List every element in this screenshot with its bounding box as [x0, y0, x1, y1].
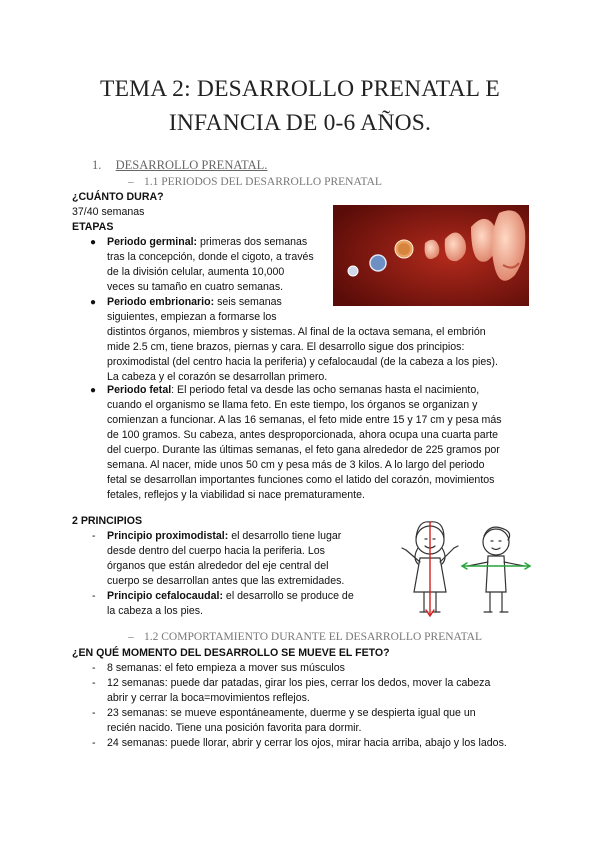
stages-heading: ETAPAS: [72, 221, 114, 233]
movement-item-3-line-2: recién nacido. Tiene una posición favorita para dormir.: [107, 722, 362, 734]
dash-marker: -: [92, 707, 96, 719]
fetal-line-4: de 100 gramos. Su cabeza, antes desproporcionada, ahora ocupa una cuarta parte: [107, 429, 499, 441]
embrionario-text: seis semanas: [214, 296, 282, 308]
bullet-icon: ●: [90, 237, 97, 248]
proximodistal-text: el desarrollo tiene lugar: [228, 530, 342, 542]
movement-item-2-line-1: 12 semanas: puede dar patadas, girar los pies, cerrar los dedos, mover la cabeza: [107, 677, 491, 689]
dash-marker: -: [92, 530, 96, 542]
dash-marker: -: [92, 737, 96, 749]
section-heading: [92, 158, 267, 173]
germinal-line-2: tras la concepción, donde el cigoto, a través: [107, 251, 314, 263]
proximodistal-label: Principio proximodistal:: [107, 530, 229, 542]
embrionario-line-1: [107, 295, 282, 310]
germinal-line-1: [107, 235, 307, 250]
section-number: 1.: [92, 158, 102, 172]
cefalocaudal-text: el desarrollo se produce de: [222, 590, 354, 602]
subsection-heading-1: – 1.1 PERIODOS DEL DESARROLLO PRENATAL: [128, 176, 382, 188]
cefalocaudal-line-2: la cabeza a los pies.: [107, 605, 203, 617]
embrionario-line-5: proximodistal (del centro hacia la periferia) y cefalocaudal (de la cabeza a los pies).: [107, 356, 498, 368]
movement-item-2-line-2: abrir y cerrar la boca=movimientos reflejos.: [107, 692, 310, 704]
duration-value: 37/40 semanas: [72, 206, 145, 218]
embrionario-line-4: mide 2.5 cm, tiene brazos, piernas y cara. El desarrollo sigue dos principios:: [107, 341, 465, 353]
embrionario-label: Periodo embrionario:: [107, 296, 215, 308]
fetal-line-3: comienzan a funcionar. A las 16 semanas, el feto mide entre 15 y 17 cm y pesa más: [107, 414, 502, 426]
germinal-line-3: de la división celular, aumenta 10,000: [107, 266, 285, 278]
embryo-development-image: [333, 205, 529, 306]
fetal-label: Periodo fetal: [107, 384, 172, 396]
cefalocaudal-label: Principio cefalocaudal:: [107, 590, 223, 602]
movement-item-1-line-1: 8 semanas: el feto empieza a mover sus músculos: [107, 662, 345, 674]
movement-item-4-line-1: 24 semanas: puede llorar, abrir y cerrar los ojos, mirar hacia arriba, abajo y los lados.: [107, 737, 507, 749]
proximodistal-line-2: desde dentro del cuerpo hacia la periferia. Los: [107, 545, 325, 557]
fetal-line-8: fetales, reflejos y la viabilidad si nace prematuramente.: [107, 489, 365, 501]
germinal-text: primeras dos semanas: [197, 236, 308, 248]
fetal-line-5: del cuerpo. Durante las últimas semanas, el feto gana alrededor de 225 gramos por: [107, 444, 500, 456]
dash-marker: -: [92, 590, 96, 602]
subsection-label-2: 1.2 COMPORTAMIENTO DURANTE EL DESARROLLO PRENATAL: [144, 631, 482, 643]
embrionario-line-3: distintos órganos, miembros y sistemas. Al final de la octava semana, el embrión: [107, 326, 486, 338]
page-title-line-1: TEMA 2: DESARROLLO PRENATAL E: [100, 76, 500, 102]
bullet-icon: ●: [90, 385, 97, 396]
development-principles-illustration: [392, 518, 532, 622]
proximodistal-line-1: [107, 529, 341, 544]
embrionario-line-2: siguientes, empiezan a formarse los: [107, 311, 277, 323]
germinal-line-4: veces su tamaño en cuatro semanas.: [107, 281, 284, 293]
dash-marker: -: [92, 677, 96, 689]
duration-heading: ¿CUÁNTO DURA?: [72, 191, 164, 203]
fetal-line-6: semana. Al nacer, mide unos 50 cm y pesa más de 3 kilos. A lo largo del periodo: [107, 459, 485, 471]
proximodistal-line-3: órganos que están alrededor del eje central del: [107, 560, 329, 572]
fetal-line-2: cuando el organismo se llama feto. En este tiempo, los órganos se organizan y: [107, 399, 478, 411]
principles-heading: 2 PRINCIPIOS: [72, 515, 143, 527]
proximodistal-line-4: cuerpo se desarrollan antes que las extremidades.: [107, 575, 345, 587]
cefalocaudal-line-1: [107, 589, 354, 604]
fetal-line-7: fetal se desarrollan importantes funciones como el latido del corazón, movimientos: [107, 474, 495, 486]
subsection-label-1: 1.1 PERIODOS DEL DESARROLLO PRENATAL: [144, 176, 382, 188]
page-title-line-2: INFANCIA DE 0-6 AÑOS.: [168, 110, 432, 136]
germinal-label: Periodo germinal:: [107, 236, 198, 248]
fetal-line-1: [107, 383, 479, 398]
movement-heading: ¿EN QUÉ MOMENTO DEL DESARROLLO SE MUEVE EL FETO?: [72, 647, 390, 659]
fetal-text: : El periodo fetal va desde las ocho semanas hasta el nacimiento,: [171, 384, 480, 396]
subsection-heading-2: – 1.2 COMPORTAMIENTO DURANTE EL DESARROLLO PRENATAL: [128, 631, 482, 643]
movement-item-3-line-1: 23 semanas: se mueve espontáneamente, duerme y se despierta igual que un: [107, 707, 476, 719]
embrionario-line-6: La cabeza y el corazón se desarrollan primero.: [107, 371, 328, 383]
bullet-icon: ●: [90, 297, 97, 308]
dash-marker: -: [92, 662, 96, 674]
section-label: DESARROLLO PRENATAL.: [115, 158, 268, 172]
